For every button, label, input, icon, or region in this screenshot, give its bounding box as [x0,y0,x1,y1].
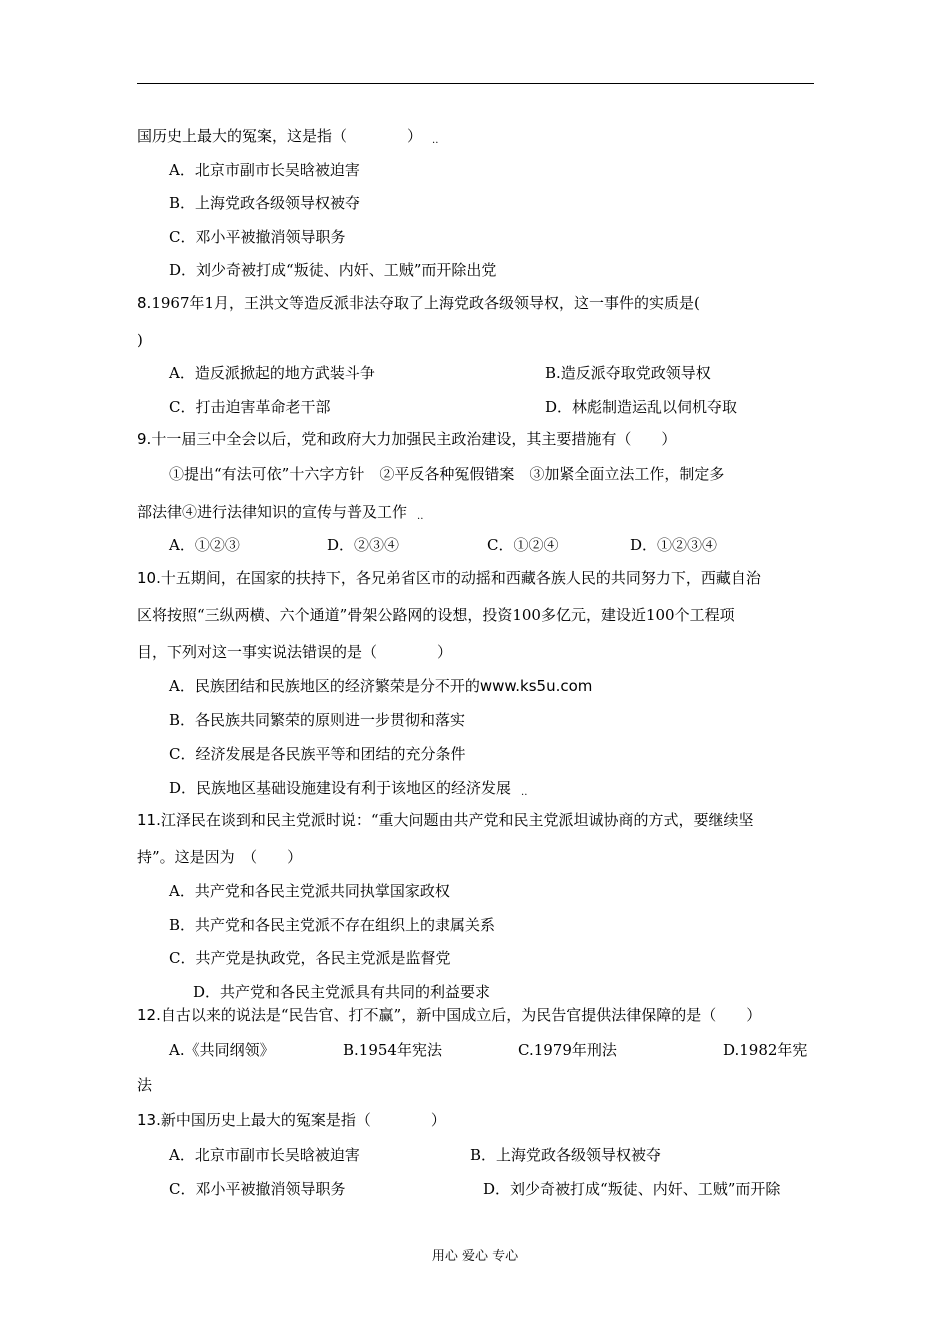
q11-option-b: B．共产党和各民主党派不存在组织上的隶属关系 [169,916,496,934]
q9-statements: ①提出“有法可依”十六字方针 ②平反各种冤假错案 ③加紧全面立法工作，制定多 [169,465,725,483]
q13-stem: 13.新中国历史上最大的冤案是指（ ） [137,1111,446,1129]
q11-option-a: A．共产党和各民主党派共同执掌国家政权 [169,882,450,900]
q8-option-d: D．林彪制造运乱以伺机夺取 [545,398,738,416]
q10-option-c: C．经济发展是各民族平等和团结的充分条件 [169,745,466,763]
q7-option-d: D．刘少奇被打成“叛徒、内奸、工贼”而开除出党 [169,261,497,279]
q13-option-c: C．邓小平被撤消领导职务 [169,1180,346,1198]
q9-option-c: C．①②④ [487,536,559,554]
q9-statements-cont: 部法律④进行法律知识的宣传与普及工作 .. [137,503,424,522]
q9-option-d: D．①②③④ [630,536,718,554]
q12-stem: 12.自古以来的说法是“民告官、打不赢”，新中国成立后，为民告官提供法律保障的是（ ） [137,1006,762,1024]
q8-option-a: A．造反派掀起的地方武装斗争 [169,364,375,382]
q12-option-b: B.1954年宪法 [343,1041,442,1059]
q7-option-b: B．上海党政各级领导权被夺 [169,194,361,212]
q11-stem: 11.江泽民在谈到和民主党派时说：“重大问题由共产党和民主党派坦诚协商的方式，要继续坚 [137,811,754,829]
q10-stem-cont1: 区将按照“三纵两横、六个通道”骨架公路网的设想，投资100多亿元，建设近100个工程项 [137,606,735,624]
q7-option-c: C．邓小平被撤消领导职务 [169,228,346,246]
q13-option-b: B．上海党政各级领导权被夺 [470,1146,662,1164]
q9-option-b: D．②③④ [327,536,400,554]
q9-stem: 9.十一届三中全会以后，党和政府大力加强民主政治建设，其主要措施有（ ） [137,430,677,448]
q7-option-a: A．北京市副市长吴晗被迫害 [169,161,360,179]
q12-option-c: C.1979年刑法 [518,1041,617,1059]
q13-option-d: D．刘少奇被打成“叛徒、内奸、工贼”而开除 [483,1180,781,1198]
q11-stem-cont: 持”。这是因为 （ ） [137,848,303,866]
q8-stem: 8.1967年1月，王洪文等造反派非法夺取了上海党政各级领导权，这一事件的实质是( [137,294,700,312]
continuation-line: 国历史上最大的冤案，这是指（ ） .. [137,127,439,146]
watermark-link[interactable]: www.ks5u.com [479,677,593,695]
q11-option-c: C．共产党是执政党，各民主党派是监督党 [169,949,451,967]
q11-option-d: D．共产党和各民主党派具有共同的利益要求 [193,983,491,1001]
q12-option-d: D.1982年宪 [723,1041,808,1059]
q13-option-a: A．北京市副市长吴晗被迫害 [169,1146,360,1164]
q9-option-a: A．①②③ [169,536,240,554]
q8-option-b: B.造反派夺取党政领导权 [545,364,711,382]
q10-option-d: D．民族地区基础设施建设有利于该地区的经济发展 .. [169,779,528,798]
q8-option-c: C．打击迫害革命老干部 [169,398,331,416]
header-rule [137,83,814,84]
q10-stem-cont2: 目，下列对这一事实说法错误的是（ ） [137,643,453,661]
q10-option-a: A．民族团结和民族地区的经济繁荣是分不开的www.ks5u.com [169,677,593,695]
q12-option-d-wrap: 法 [137,1076,153,1094]
q10-option-b: B．各民族共同繁荣的原则进一步贯彻和落实 [169,711,466,729]
page-footer: 用心 爱心 专心 [431,1249,519,1264]
q12-option-a: A.《共同纲领》 [169,1041,275,1059]
q10-stem: 10.十五期间，在国家的扶持下，各兄弟省区市的动摇和西藏各族人民的共同努力下，西藏自治 [137,569,761,587]
q8-stem-cont: ) [137,331,143,349]
